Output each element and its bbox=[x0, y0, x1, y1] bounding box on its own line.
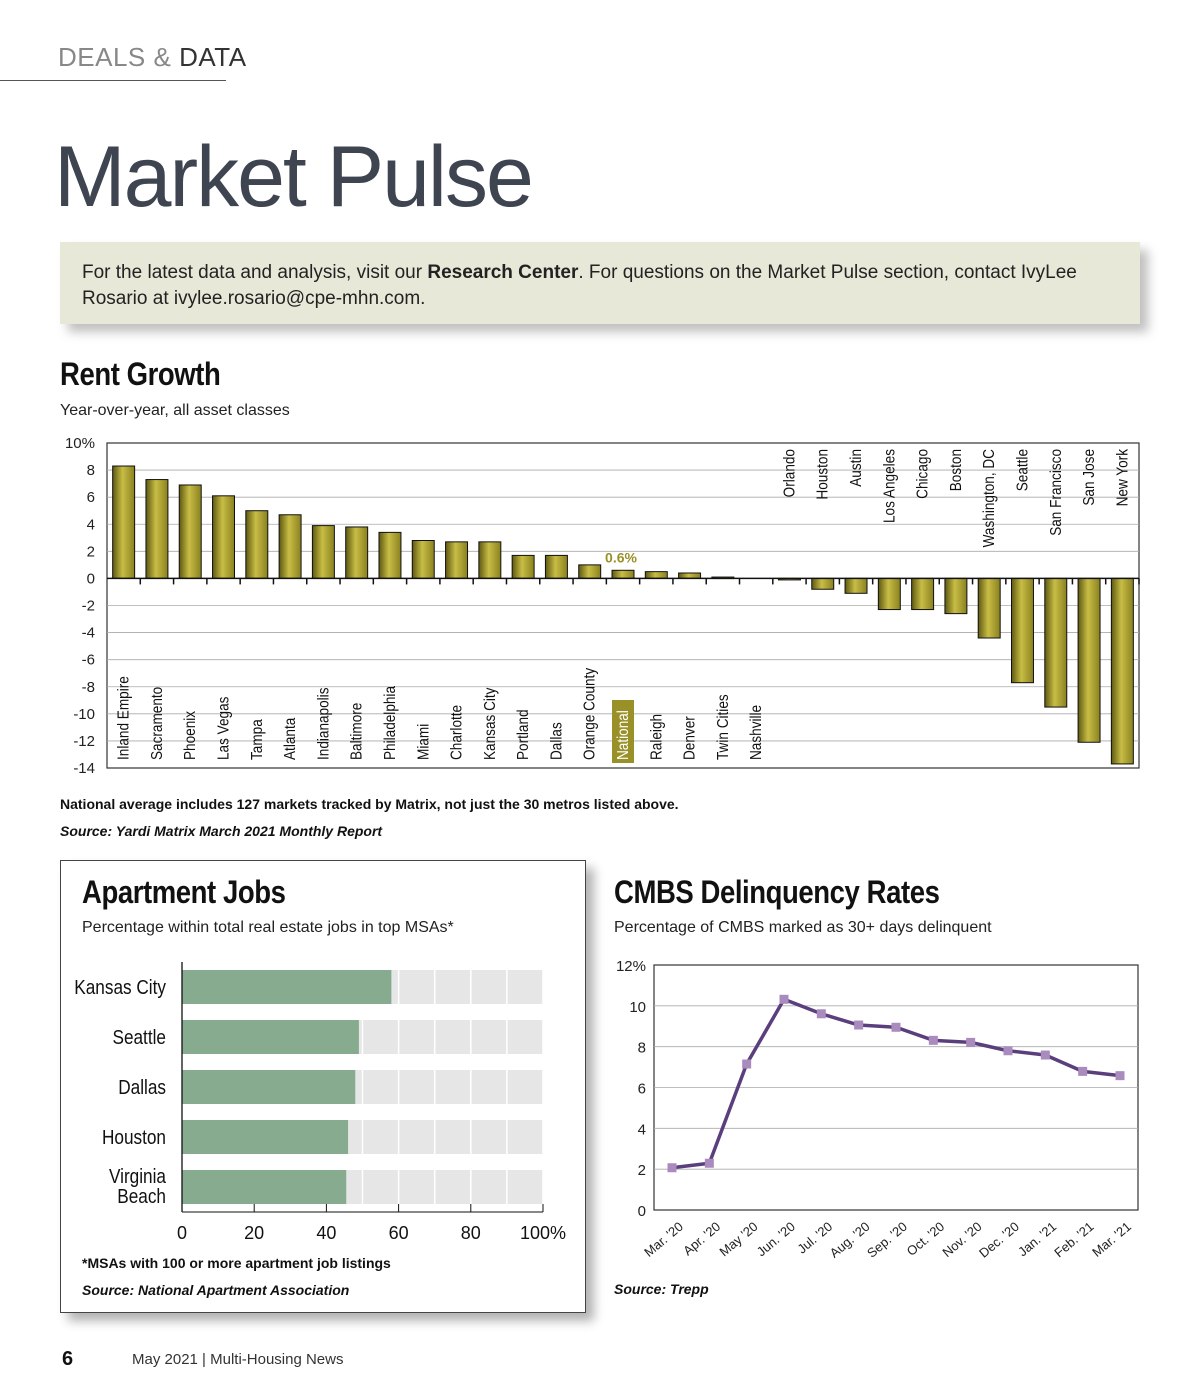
rent-category-label: Chicago bbox=[914, 449, 932, 499]
cmbs-y-tick: 12% bbox=[615, 958, 646, 975]
jobs-x-tick: 80 bbox=[460, 1223, 481, 1243]
rent-y-tick: 2 bbox=[86, 543, 95, 561]
rent-y-tick: -10 bbox=[73, 705, 95, 723]
rent-category-label: Raleigh bbox=[648, 713, 666, 760]
rent-category-label: Denver bbox=[681, 716, 699, 760]
rent-growth-title: Rent Growth bbox=[60, 356, 221, 392]
rent-category-label: Portland bbox=[515, 709, 533, 760]
rent-bar bbox=[845, 578, 867, 593]
rent-y-tick: 6 bbox=[86, 489, 95, 507]
cmbs-y-tick: 6 bbox=[637, 1080, 646, 1098]
rent-bar bbox=[312, 526, 334, 579]
cmbs-x-tick: Mar. '20 bbox=[641, 1218, 686, 1260]
rent-bar bbox=[146, 480, 168, 579]
rent-category-label: Miami bbox=[415, 723, 433, 760]
rent-bar bbox=[912, 578, 934, 609]
rent-y-tick: 0 bbox=[86, 570, 95, 588]
cmbs-point bbox=[780, 995, 789, 1004]
section-tag-light: DEALS & bbox=[58, 42, 172, 72]
cmbs-x-tick: Oct. '20 bbox=[903, 1218, 948, 1259]
cmbs-source: Source: Trepp bbox=[614, 1281, 709, 1297]
cmbs-chart bbox=[600, 950, 1160, 1270]
rent-bar bbox=[812, 578, 834, 589]
info-box bbox=[60, 242, 1140, 324]
rent-bar bbox=[1011, 578, 1033, 682]
rent-bar bbox=[1045, 578, 1067, 707]
rent-growth-source: Source: Yardi Matrix March 2021 Monthly Report bbox=[60, 823, 383, 839]
jobs-x-tick: 40 bbox=[316, 1223, 337, 1243]
rent-bar bbox=[1078, 578, 1100, 742]
rent-category-label: Twin Cities bbox=[714, 694, 733, 760]
rent-growth-subtitle: Year-over-year, all asset classes bbox=[60, 402, 290, 419]
rent-bar bbox=[978, 578, 1000, 638]
rent-bar bbox=[1111, 578, 1133, 764]
rent-bar bbox=[279, 515, 301, 579]
rent-category-label: Nashville bbox=[748, 704, 766, 760]
rent-category-label: Austin bbox=[848, 449, 866, 487]
rent-category-label: Baltimore bbox=[348, 702, 366, 760]
cmbs-point bbox=[817, 1009, 826, 1018]
cmbs-point bbox=[929, 1036, 938, 1045]
cmbs-x-tick: Dec. '20 bbox=[976, 1218, 1022, 1261]
rent-bar bbox=[113, 466, 135, 578]
rent-growth-note: National average includes 127 markets tracked by Matrix, not just the 30 metros listed above. bbox=[60, 796, 679, 812]
rent-category-label: Indianapolis bbox=[315, 687, 333, 760]
cmbs-point bbox=[854, 1021, 863, 1030]
rent-category-label: Orange County bbox=[581, 667, 600, 760]
jobs-x-tick: 20 bbox=[244, 1223, 265, 1243]
national-value-label: 0.6% bbox=[605, 549, 637, 566]
page-title: Market Pulse bbox=[54, 129, 532, 225]
cmbs-point bbox=[966, 1038, 975, 1047]
jobs-bar bbox=[182, 1070, 355, 1104]
rent-y-tick: -4 bbox=[81, 624, 95, 642]
jobs-category-label: Seattle bbox=[112, 1025, 166, 1049]
rent-bar bbox=[612, 570, 634, 578]
rent-category-label: National bbox=[615, 710, 633, 760]
cmbs-x-tick: Jul. '20 bbox=[794, 1218, 836, 1257]
info-text-post: . For questions on the Market Pulse section, contact IvyLee Rosario at ivylee.rosario@cpe-mhn.com. bbox=[82, 262, 1077, 309]
rent-bar bbox=[446, 542, 468, 579]
rent-y-tick: -12 bbox=[73, 732, 95, 750]
rent-category-label: Philadelphia bbox=[382, 685, 400, 760]
jobs-x-tick: 60 bbox=[388, 1223, 409, 1243]
jobs-category-label: Virginia bbox=[108, 1164, 166, 1188]
section-rule bbox=[0, 80, 226, 81]
cmbs-point bbox=[742, 1060, 751, 1069]
rent-category-label: Las Vegas bbox=[215, 696, 233, 760]
rent-bar bbox=[645, 572, 667, 579]
rent-bar bbox=[379, 532, 401, 578]
footer-text: May 2021 | Multi-Housing News bbox=[132, 1351, 344, 1368]
rent-bar bbox=[213, 496, 235, 579]
cmbs-y-tick: 10 bbox=[629, 998, 646, 1016]
cmbs-y-tick: 0 bbox=[637, 1203, 646, 1220]
cmbs-point bbox=[668, 1163, 677, 1172]
cmbs-x-tick: Feb. '21 bbox=[1051, 1218, 1097, 1261]
cmbs-x-tick: Mar. '21 bbox=[1089, 1218, 1134, 1260]
rent-category-label: Phoenix bbox=[182, 710, 200, 760]
rent-bar bbox=[179, 485, 201, 578]
rent-category-label: Dallas bbox=[548, 722, 566, 760]
rent-bar bbox=[878, 578, 900, 609]
cmbs-title: CMBS Delinquency Rates bbox=[614, 874, 940, 910]
info-text-pre: For the latest data and analysis, visit our bbox=[82, 262, 428, 283]
cmbs-point bbox=[1004, 1046, 1013, 1055]
rent-category-label: New York bbox=[1114, 449, 1132, 507]
cmbs-x-tick: Aug. '20 bbox=[826, 1218, 873, 1261]
apartment-jobs-title: Apartment Jobs bbox=[82, 874, 286, 910]
cmbs-y-tick: 4 bbox=[637, 1121, 646, 1139]
rent-bar bbox=[412, 541, 434, 579]
jobs-bar bbox=[182, 970, 391, 1004]
jobs-bar bbox=[182, 1020, 359, 1054]
rent-bar bbox=[346, 527, 368, 578]
jobs-category-label: Dallas bbox=[118, 1075, 166, 1099]
rent-category-label: Washington, DC bbox=[981, 449, 999, 548]
rent-y-tick: 4 bbox=[86, 516, 95, 534]
cmbs-x-tick: Jan. '21 bbox=[1015, 1218, 1060, 1260]
jobs-category-label: Kansas City bbox=[74, 975, 166, 999]
rent-growth-chart bbox=[0, 430, 1200, 790]
rent-category-label: Atlanta bbox=[282, 717, 300, 760]
jobs-bar bbox=[182, 1170, 346, 1204]
rent-bar bbox=[545, 555, 567, 578]
rent-bar bbox=[579, 565, 601, 579]
jobs-category-label: Beach bbox=[117, 1184, 166, 1208]
cmbs-x-tick: Sep. '20 bbox=[864, 1218, 910, 1261]
rent-category-label: Inland Empire bbox=[115, 676, 133, 760]
rent-category-label: San Jose bbox=[1081, 449, 1099, 506]
cmbs-subtitle: Percentage of CMBS marked as 30+ days delinquent bbox=[614, 919, 992, 936]
cmbs-point bbox=[705, 1159, 714, 1168]
research-center-link[interactable]: Research Center bbox=[427, 262, 579, 283]
rent-category-label: Orlando bbox=[781, 449, 799, 498]
page-number: 6 bbox=[62, 1348, 74, 1370]
cmbs-point bbox=[1078, 1067, 1087, 1076]
cmbs-x-tick: Jun. '20 bbox=[753, 1218, 798, 1260]
rent-category-label: Tampa bbox=[248, 719, 267, 760]
jobs-category-label: Houston bbox=[101, 1125, 166, 1149]
rent-y-tick: -6 bbox=[81, 651, 95, 669]
cmbs-point bbox=[1116, 1071, 1125, 1080]
rent-category-label: Kansas City bbox=[481, 687, 500, 760]
section-tag bbox=[58, 42, 247, 73]
apartment-jobs-subtitle: Percentage within total real estate jobs in top MSAs* bbox=[82, 919, 454, 936]
section-tag-dark: DATA bbox=[179, 42, 247, 72]
cmbs-y-tick: 2 bbox=[637, 1162, 646, 1180]
rent-y-tick: -8 bbox=[81, 678, 95, 696]
rent-category-label: Boston bbox=[947, 449, 966, 492]
rent-category-label: Los Angeles bbox=[881, 449, 899, 524]
rent-category-label: Sacramento bbox=[149, 686, 167, 760]
rent-bar bbox=[945, 578, 967, 613]
info-text bbox=[82, 260, 1132, 312]
cmbs-y-tick: 8 bbox=[637, 1039, 646, 1057]
rent-category-label: San Francisco bbox=[1047, 449, 1066, 536]
jobs-bar bbox=[182, 1120, 348, 1154]
apartment-jobs-note: *MSAs with 100 or more apartment job listings bbox=[82, 1255, 391, 1271]
rent-bar bbox=[679, 573, 701, 578]
rent-category-label: Houston bbox=[814, 449, 833, 500]
jobs-x-tick: 100% bbox=[519, 1223, 567, 1243]
rent-y-tick: -2 bbox=[81, 597, 95, 615]
rent-y-tick: -14 bbox=[73, 760, 95, 777]
apartment-jobs-chart bbox=[62, 950, 582, 1250]
rent-category-label: Seattle bbox=[1014, 449, 1032, 492]
cmbs-point bbox=[1041, 1051, 1050, 1060]
rent-category-label: Charlotte bbox=[448, 704, 466, 760]
cmbs-point bbox=[892, 1023, 901, 1032]
rent-bar bbox=[246, 511, 268, 579]
cmbs-x-tick: May '20 bbox=[716, 1218, 761, 1260]
cmbs-x-tick: Nov. '20 bbox=[939, 1218, 985, 1261]
jobs-x-tick: 0 bbox=[176, 1223, 188, 1243]
rent-bar bbox=[512, 555, 534, 578]
rent-y-tick: 8 bbox=[86, 462, 95, 480]
cmbs-x-tick: Apr. '20 bbox=[680, 1218, 724, 1259]
rent-y-tick: 10% bbox=[64, 435, 95, 452]
rent-bar bbox=[479, 542, 501, 579]
apartment-jobs-source: Source: National Apartment Association bbox=[82, 1282, 350, 1298]
